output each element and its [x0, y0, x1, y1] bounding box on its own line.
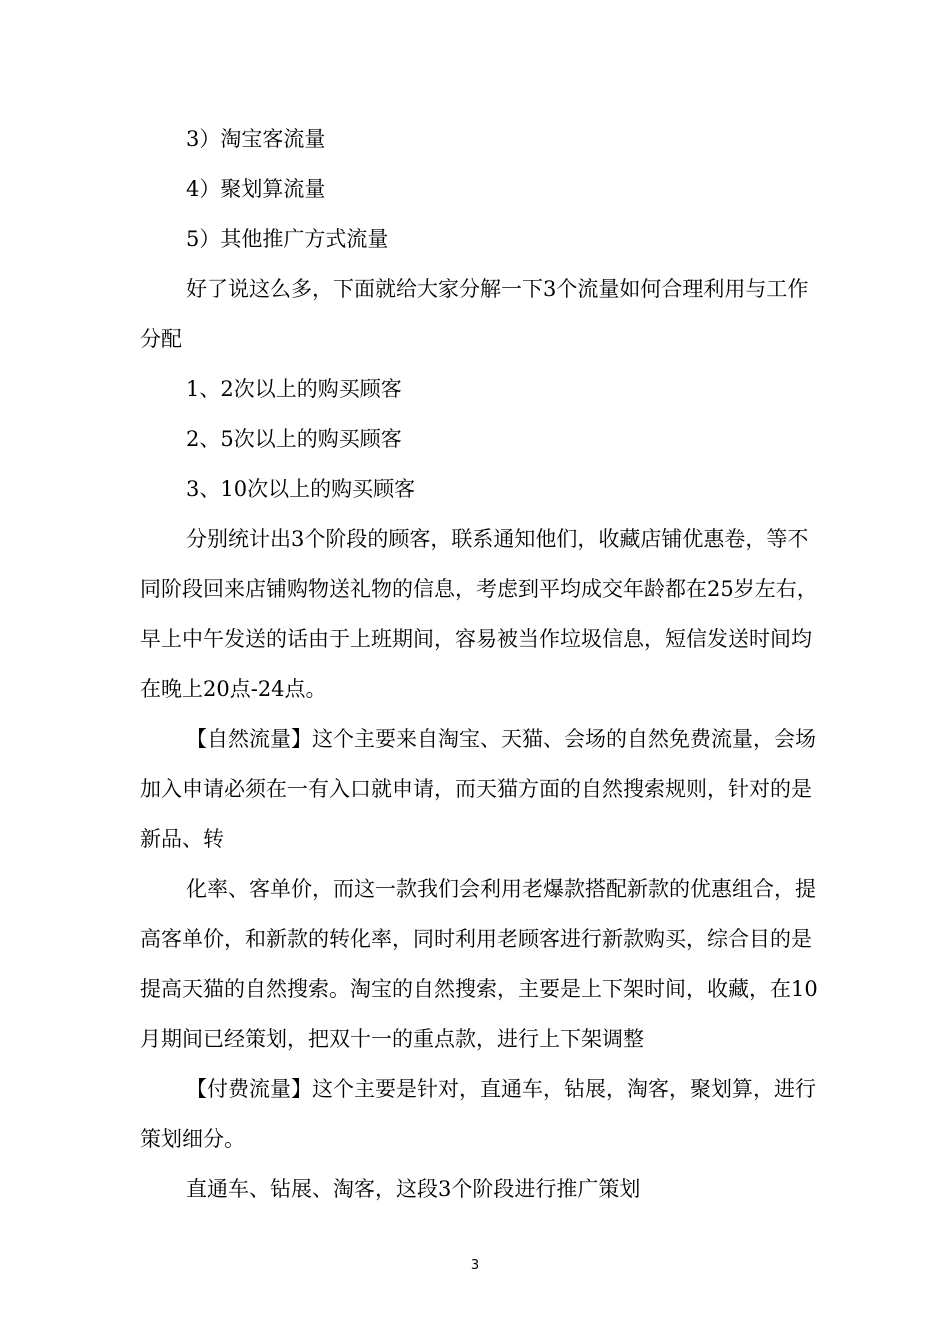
list-item-customers-5: 2、5次以上的购买顾客 — [186, 427, 402, 451]
paragraph-customer-stats: 分别统计出3个阶段的顾客，联系通知他们，收藏店铺优惠卷，等不同阶段回来店铺购物送礼物的信息，考虑到平均成交年龄都在25岁左右，早上中午发送的话由于上班期间，容易被当作垃圾信息，短信发送时间均在晚上20点-24点。 — [140, 527, 818, 701]
list-item-customers-10: 3、10次以上的购买顾客 — [186, 477, 416, 501]
paragraph-promotion-plan: 直通车、钻展、淘客，这段3个阶段进行推广策划 — [186, 1177, 641, 1201]
paragraph-paid-traffic: 【付费流量】这个主要是针对，直通车，钻展，淘客，聚划算，进行策划细分。 — [140, 1077, 816, 1151]
list-item-other-promotion-traffic: 5）其他推广方式流量 — [186, 227, 389, 251]
page-number: 3 — [470, 1258, 480, 1273]
paragraph-natural-traffic: 【自然流量】这个主要来自淘宝、天猫、会场的自然免费流量，会场加入申请必须在一有入口就申请，而天猫方面的自然搜索规则，针对的是新品、转 — [140, 727, 816, 851]
paragraph-conversion: 化率、客单价，而这一款我们会利用老爆款搭配新款的优惠组合，提高客单价，和新款的转化率，同时利用老顾客进行新款购买，综合目的是提高天猫的自然搜索。淘宝的自然搜索，主要是上下架时间，收藏，在10月期间已经策划，把双十一的重点款，进行上下架调整 — [140, 877, 818, 1051]
list-item-customers-2: 1、2次以上的购买顾客 — [186, 377, 402, 401]
paragraph-intro: 好了说这么多，下面就给大家分解一下3个流量如何合理利用与工作分配 — [140, 277, 809, 351]
list-item-taobaoke-traffic: 3）淘宝客流量 — [186, 127, 326, 151]
page-body — [140, 114, 820, 1214]
list-item-juhuasuan-traffic: 4）聚划算流量 — [186, 177, 326, 201]
